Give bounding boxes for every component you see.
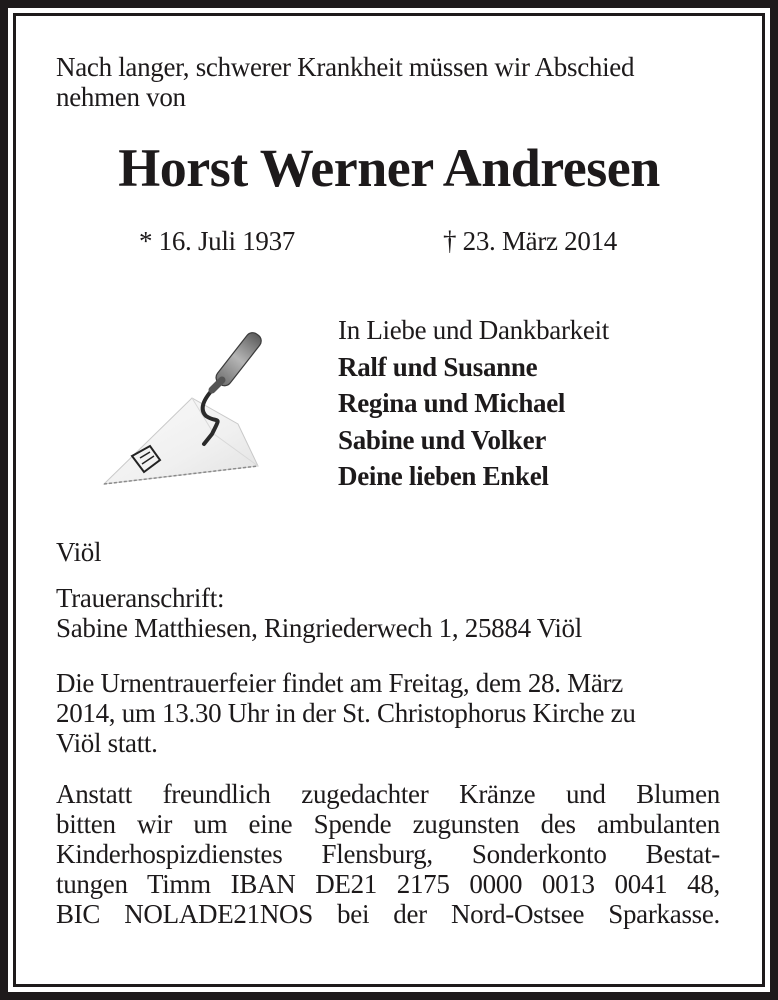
intro-line: Nach langer, schwerer Krankheit müssen wir Abschied [56,52,635,82]
mourner-name: Deine lieben Enkel [338,461,549,491]
trowel-icon [88,316,288,506]
donation-line: tungen Timm IBAN DE21 2175 0000 0013 0041 48, [56,869,720,899]
mourner-name: Sabine und Volker [338,424,546,455]
intro-line: nehmen von [56,82,186,112]
donation-text [56,779,720,929]
mourning-address [56,583,582,643]
ceremony-text [56,668,636,758]
birth-date: * 16. Juli 1937 [139,226,296,256]
deceased-name: Horst Werner Andresen [118,138,660,198]
ceremony-line: Die Urnentrauerfeier findet am Freitag, dem 28. März [56,668,623,698]
mourners-heading: In Liebe und Dankbarkeit [338,315,609,345]
donation-line: Anstatt freundlich zugedachter Kränze und Blumen [56,779,720,809]
death-date: † 23. März 2014 [443,226,617,256]
obituary-outer-border [8,8,770,992]
ceremony-line: 2014, um 13.30 Uhr in der St. Christophorus Kirche zu [56,698,636,728]
mourner-name: Regina und Michael [338,388,566,418]
address-label: Traueranschrift: [56,583,225,613]
donation-line: BIC NOLADE21NOS bei der Nord-Ostsee Sparkasse. [56,899,720,929]
obituary-frame [13,13,765,987]
intro-text [56,52,634,112]
address-value: Sabine Matthiesen, Ringriederwech 1, 25884 Viöl [56,613,582,643]
donation-line: bitten wir um eine Spende zugunsten des ambulanten [56,809,720,839]
donation-line: Kinderhospizdienstes Flensburg, Sonderkonto Bestat- [56,839,720,869]
mourner-name: Ralf und Susanne [338,351,538,382]
ceremony-line: Viöl statt. [56,728,158,758]
mourners-block [338,312,609,495]
place: Viöl [56,537,102,567]
